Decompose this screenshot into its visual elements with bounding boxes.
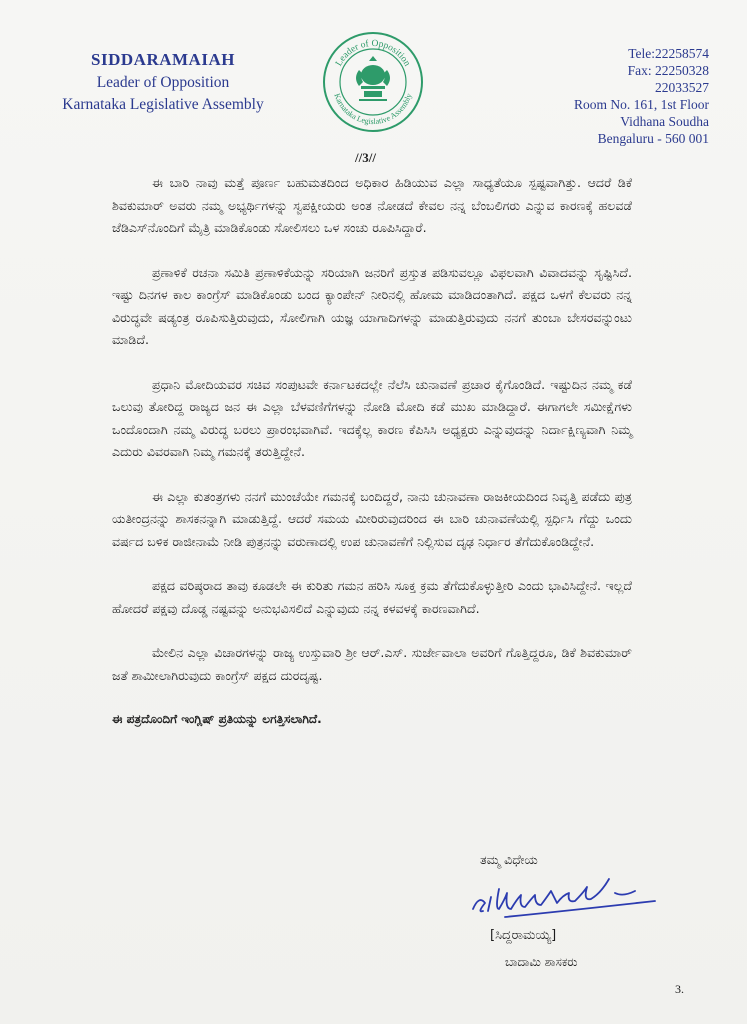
paragraph-4: ಈ ಎಲ್ಲಾ ಕುತಂತ್ರಗಳು ನನಗೆ ಮುಂಚೆಯೇ ಗಮನಕ್ಕೆ ಬಂದಿದ್ದರೆ, ನಾನು ಚುನಾವಣಾ ರಾಜಕೀಯದಿಂದ ನಿವೃತ್ತಿ ಪಡೆದು ಪುತ್ರ ಯತೀಂದ್ರನನ್ನು ಶಾಸಕನನ್ನಾಗಿ ಮಾಡುತ್ತಿದ್ದೆ. ಆದರೆ ಸಮಯ ಮೀರಿರುವುದರಿಂದ ಈ ಬಾರಿ ಚುನಾವಣೆಯಲ್ಲಿ ಸ್ಪರ್ಧಿಸಿ ಗೆದ್ದು ಒಂದು ವರ್ಷದ ಬಳಿಕ ರಾಜೀನಾಮೆ ನೀಡಿ ಪುತ್ರನನ್ನು ವರುಣಾದಲ್ಲಿ ಉಪ ಚುನಾವಣೆಗೆ ನಿಲ್ಲಿಸುವ ದೃಢ ನಿರ್ಧಾರ ತೆಗೆದುಕೊಂಡಿದ್ದೇನೆ.: [112, 488, 632, 549]
paragraph-1: ಈ ಬಾರಿ ನಾವು ಮತ್ತೆ ಪೂರ್ಣ ಬಹುಮತದಿಂದ ಅಧಿಕಾರ ಹಿಡಿಯುವ ಎಲ್ಲಾ ಸಾಧ್ಯತೆಯೂ ಸ್ಪಷ್ಟವಾಗಿತ್ತು. ಆದರೆ ಡಿಕೆ ಶಿವಕುಮಾರ್ ಅವರು ನಮ್ಮ ಅಭ್ಯರ್ಥಿಗಳನ್ನು ಸ್ವಪಕ್ಷೀಯರು ಅಂತ ನೋಡದೆ ಕೇವಲ ನನ್ನ ಬೆಂಬಲಿಗರು ಎನ್ನುವ ಕಾರಣಕ್ಕೆ ಹಲವಡೆ ಜೆಡಿಎಸ್‌ನೊಂದಿಗೆ ಮೈತ್ರಿ ಮಾಡಿಕೊಂಡು ಸೋಲಿಸಲು ಒಳ ಸಂಚು ರೂಪಿಸಿದ್ದಾರೆ.: [112, 175, 632, 235]
page-number: 3.: [675, 982, 684, 996]
contact-fax: Fax: 22250328: [627, 63, 709, 78]
signatory-name: [ಸಿದ್ದರಾಮಯ್ಯ]: [490, 928, 557, 943]
contact-fax2: 22033527: [655, 80, 709, 95]
sender-assembly: Karnataka Legislative Assembly: [62, 96, 264, 113]
sender-name: SIDDARAMAIAH: [91, 50, 235, 69]
seal-top-text: Leader of Opposition: [334, 38, 412, 69]
contact-building: Vidhana Soudha: [620, 114, 709, 129]
page-mark: //3//: [355, 150, 376, 165]
emblem-icon: [356, 56, 390, 101]
paragraph-2: ಪ್ರಣಾಳಿಕೆ ರಚನಾ ಸಮಿತಿ ಪ್ರಣಾಳಿಕೆಯನ್ನು ಸರಿಯಾಗಿ ಜನರಿಗೆ ಪ್ರಸ್ತುತ ಪಡಿಸುವಲ್ಲೂ ವಿಫಲವಾಗಿ ವಿವಾದವನ್ನು ಸೃಷ್ಟಿಸಿದೆ. ಇಷ್ಟು ದಿನಗಳ ಕಾಲ ಕಾಂಗ್ರೆಸ್ ಮಾಡಿಕೊಂಡು ಬಂದ ಕ್ಯಾಂಪೇನ್ ನೀರಿನಲ್ಲಿ ಹೋಮ ಮಾಡಿದಂತಾಗಿದೆ. ಪಕ್ಷದ ಒಳಗೆ ಕೆಲವರು ನನ್ನ ವಿರುದ್ಧವೇ ಷಡ್ಯಂತ್ರ ರೂಪಿಸುತ್ತಿರುವುದು, ಸೋಲಿಗಾಗಿ ಯಜ್ಞ ಯಾಗಾದಿಗಳನ್ನು ಮಾಡುತ್ತಿರುವುದು ನನಗೆ ತುಂಬಾ ಬೇಸರವನ್ನುಂಟು ಮಾಡಿದೆ.: [112, 264, 632, 347]
closing-salutation: ತಮ್ಮ ವಿಧೇಯ: [480, 852, 538, 867]
letter-body: [112, 172, 632, 729]
sender-title: Leader of Opposition: [96, 74, 230, 91]
karnataka-emblem-seal: [321, 30, 425, 134]
signature-icon: [465, 875, 685, 923]
paragraph-3: ಪ್ರಧಾನಿ ಮೋದಿಯವರ ಸಚಿವ ಸಂಪುಟವೇ ಕರ್ನಾಟಕದಲ್ಲೇ ನೆಲೆಸಿ ಚುನಾವಣೆ ಪ್ರಚಾರ ಕೈಗೊಂಡಿದೆ. ಇಷ್ಟುದಿನ ನಮ್ಮ ಕಡೆ ಒಲುವು ತೋರಿದ್ದ ರಾಜ್ಯದ ಜನ ಈ ಎಲ್ಲಾ ಬೆಳವಣಿಗೆಗಳನ್ನು ನೋಡಿ ಮೋದಿ ಕಡೆ ಮುಖ ಮಾಡಿದ್ದಾರೆ. ಈಗಾಗಲೇ ಸಮೀಕ್ಷೆಗಳು ಒಂದೊಂದಾಗಿ ನಮ್ಮ ವಿರುದ್ಧ ಬರಲು ಪ್ರಾರಂಭವಾಗಿವೆ. ಇದಕ್ಕೆಲ್ಲ ಕಾರಣ ಕೆಪಿಸಿಸಿ ಅಧ್ಯಕ್ಷರು ಎನ್ನುವುದನ್ನು ನಿರ್ದಾಕ್ಷಿಣ್ಯವಾಗಿ ನಿಮ್ಮ ಎದುರು ವಿವರವಾಗಿ ನಿಮ್ಮ ಗಮನಕ್ಕೆ ತರುತ್ತಿದ್ದೇನೆ.: [112, 376, 632, 459]
paragraph-5: ಪಕ್ಷದ ವರಿಷ್ಠರಾದ ತಾವು ಕೂಡಲೇ ಈ ಕುರಿತು ಗಮನ ಹರಿಸಿ ಸೂಕ್ತ ಕ್ರಮ ತೆಗೆದುಕೊಳ್ಳುತ್ತೀರಿ ಎಂದು ಭಾವಿಸಿದ್ದೇನೆ. ಇಲ್ಲದೆ ಹೋದರೆ ಪಕ್ಷವು ದೊಡ್ಡ ನಷ್ಟವನ್ನು ಅನುಭವಿಸಲಿದೆ ಎನ್ನುವುದು ನನ್ನ ಕಳವಳಕ್ಕೆ ಕಾರಣವಾಗಿದೆ.: [112, 578, 632, 616]
contact-city: Bengaluru - 560 001: [597, 131, 709, 146]
seal-bottom-text: Karnataka Legislative Assembly: [332, 92, 414, 127]
contact-tele: Tele:22258574: [628, 46, 709, 61]
letterhead-sender: [48, 50, 278, 114]
paragraph-6: ಮೇಲಿನ ಎಲ್ಲಾ ವಿಚಾರಗಳನ್ನು ರಾಜ್ಯ ಉಸ್ತುವಾರಿ ಶ್ರೀ ಆರ್.ಎಸ್. ಸುರ್ಜೇವಾಲಾ ಅವರಿಗೆ ಗೊತ್ತಿದ್ದರೂ, ಡಿಕೆ ಶಿವಕುಮಾರ್ ಜತೆ ಶಾಮೀಲಾಗಿರುವುದು ಕಾಂಗ್ರೆಸ್ ಪಕ್ಷದ ದುರದೃಷ್ಟ.: [112, 645, 632, 683]
enclosure-note: ಈ ಪತ್ರದೊಂದಿಗೆ ಇಂಗ್ಲಿಷ್ ಪ್ರತಿಯನ್ನು ಲಗತ್ತಿಸಲಾಗಿದೆ.: [112, 712, 322, 726]
signatory-role: ಬಾದಾಮಿ ಶಾಸಕರು: [505, 955, 578, 969]
letterhead-contact: [509, 45, 709, 147]
contact-room: Room No. 161, 1st Floor: [573, 97, 709, 112]
